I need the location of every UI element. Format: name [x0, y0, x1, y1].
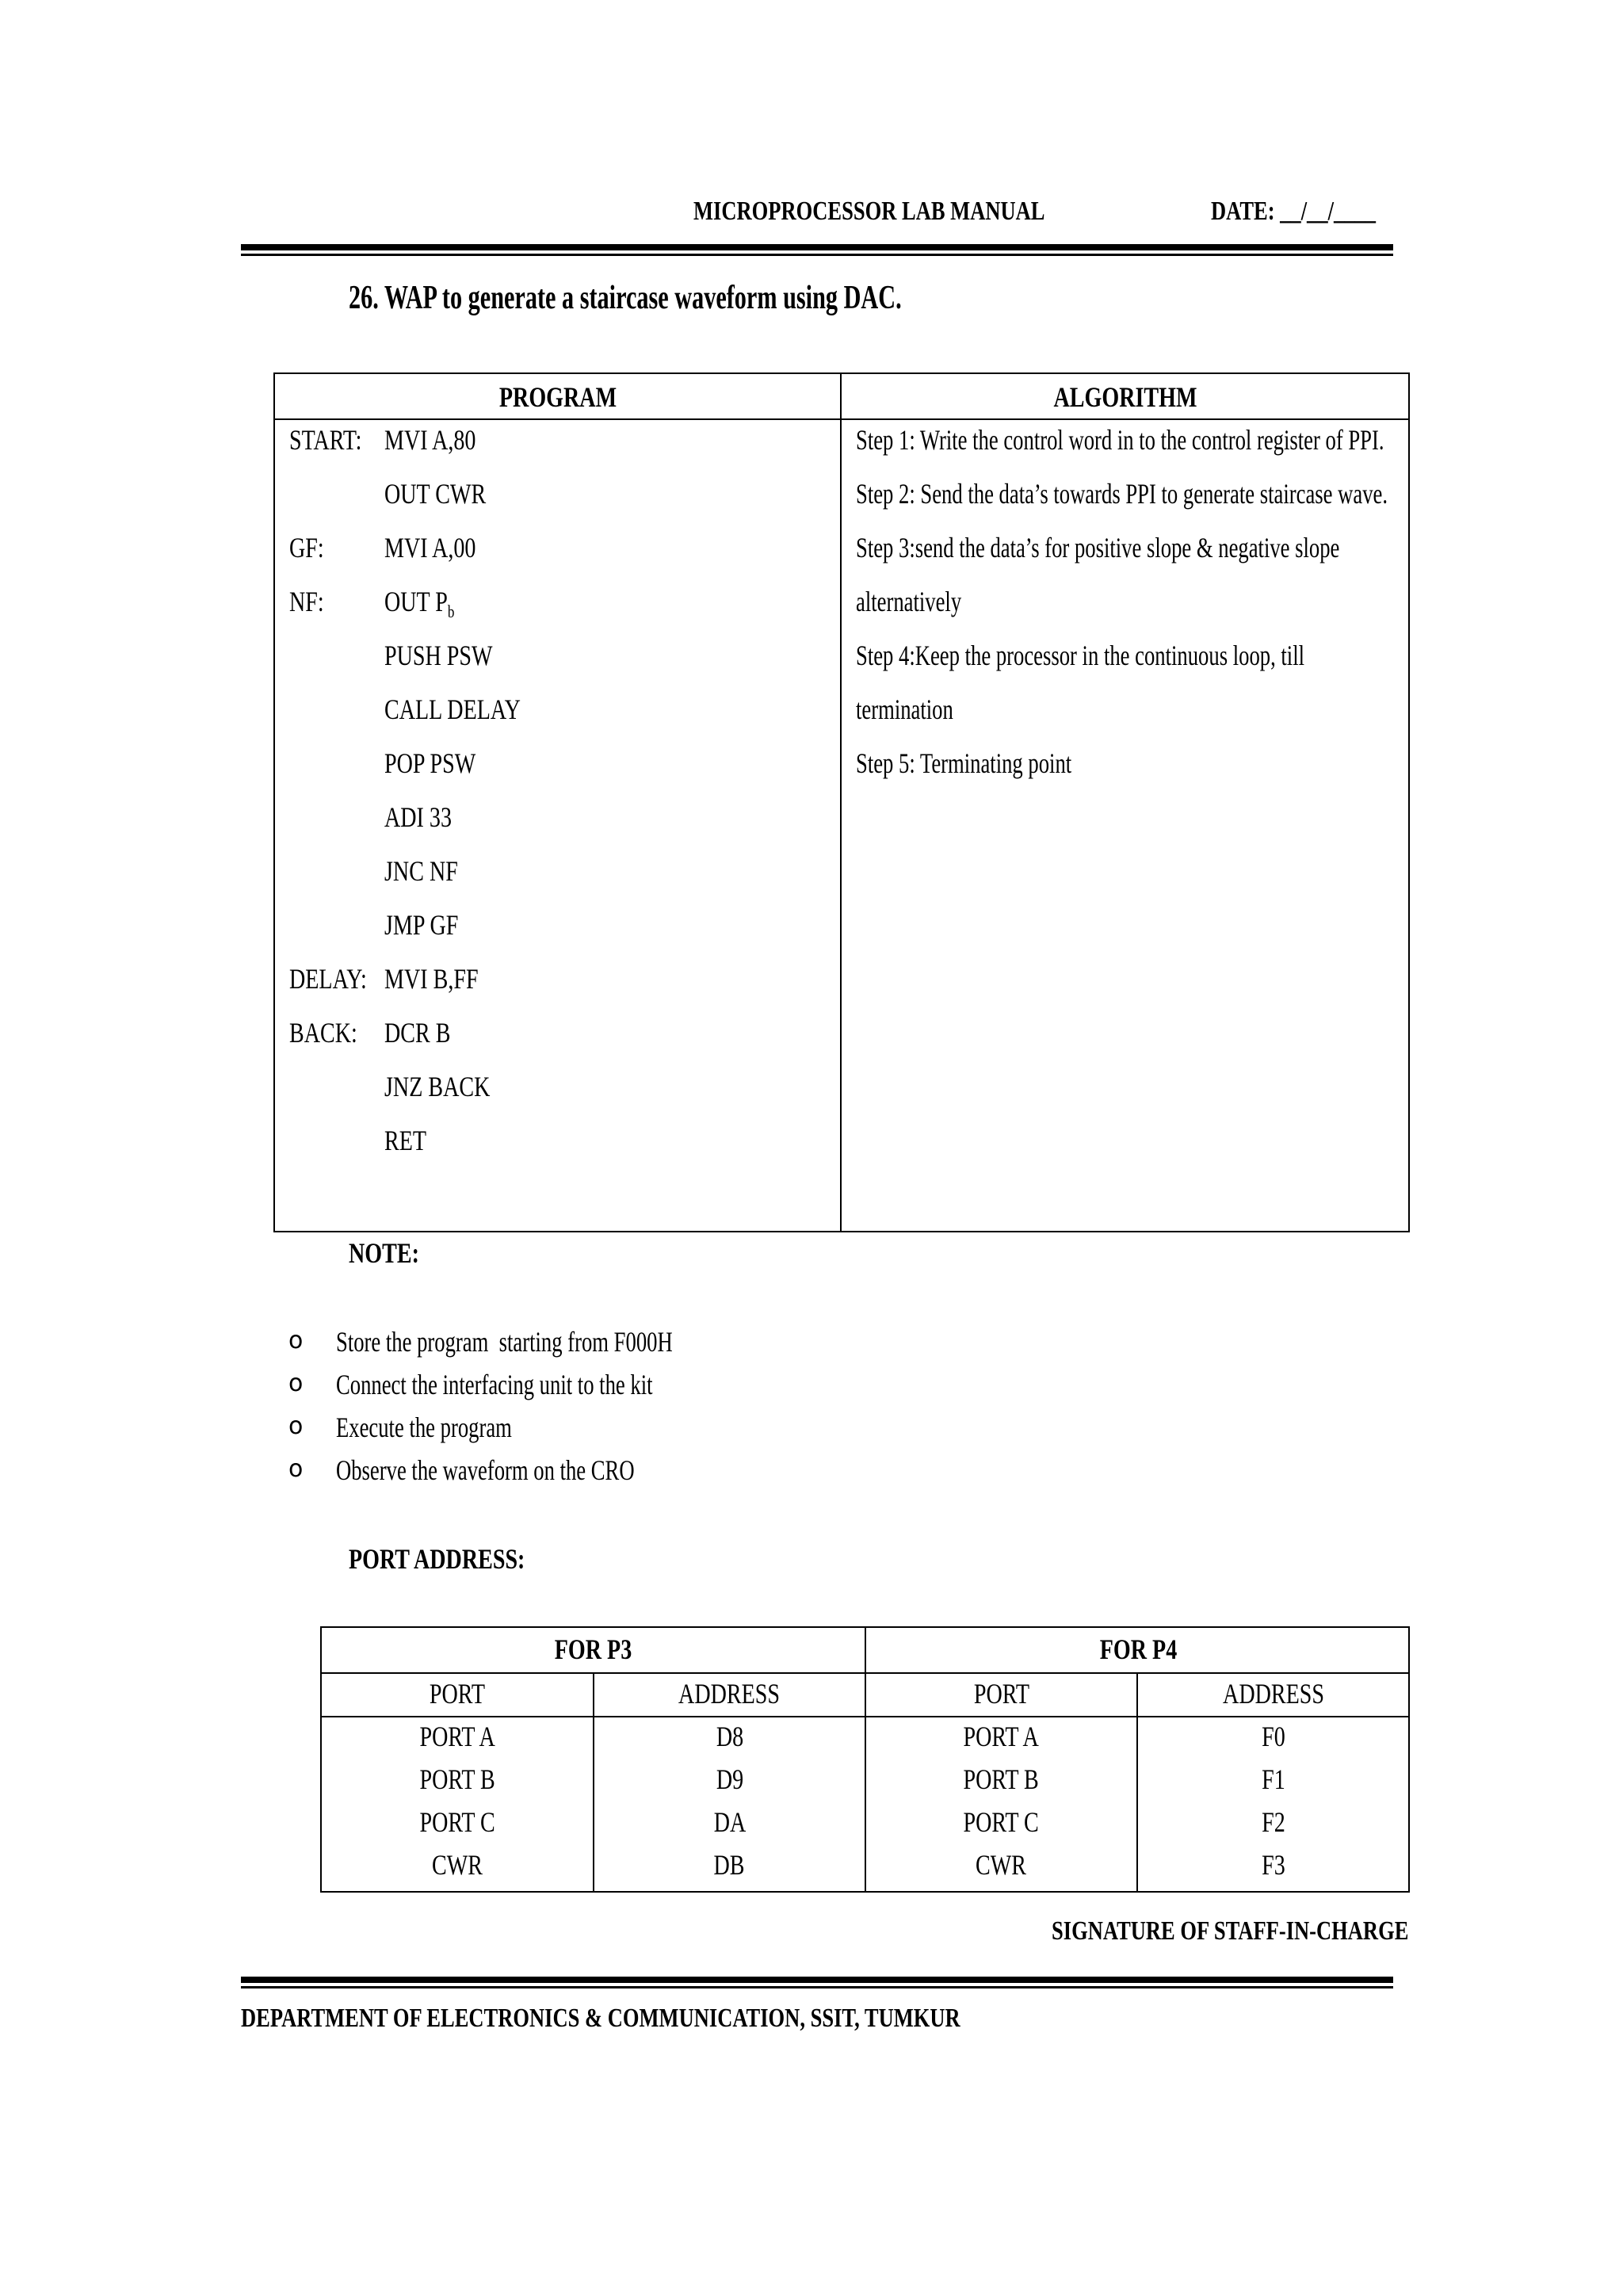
port-address-cell: F1	[1262, 1763, 1286, 1795]
algorithm-line: alternatively	[856, 586, 962, 617]
program-instruction: DCR B	[384, 1017, 451, 1049]
program-instruction: JNZ BACK	[384, 1071, 491, 1102]
program-line	[275, 908, 830, 956]
bullet-icon: o	[288, 1455, 304, 1483]
group-header-p4: FOR P4	[1099, 1633, 1177, 1665]
footer-rule-thick	[241, 1977, 1393, 1983]
column-header-address: ADDRESS	[1223, 1678, 1325, 1710]
note-heading: NOTE:	[349, 1237, 419, 1269]
program-line	[275, 693, 830, 740]
program-instruction: OUT $P_b$	[384, 586, 455, 622]
program-line	[275, 1070, 830, 1117]
experiment-title: 26. WAP to generate a staircase waveform using DAC.	[349, 280, 902, 316]
program-instruction: PUSH PSW	[384, 640, 493, 671]
port-name-cell: PORT A	[963, 1721, 1040, 1752]
program-instruction: MVI A,00	[384, 532, 476, 563]
header-date: DATE: __/__/____	[1211, 197, 1376, 226]
algorithm-line: termination	[856, 693, 953, 725]
header-rule-thin	[241, 254, 1393, 256]
algorithm-line: Step 5: Terminating point	[856, 747, 1072, 779]
algorithm-line: Step 1: Write the control word in to the control register of PPI.	[856, 424, 1384, 456]
port-name-cell: PORT A	[419, 1721, 495, 1752]
program-instruction: CALL DELAY	[384, 693, 521, 725]
program-label: DELAY:	[289, 963, 367, 995]
program-algorithm-table	[273, 372, 1410, 1232]
port-address-cell: F3	[1262, 1849, 1286, 1881]
row-divider	[322, 1716, 1408, 1717]
note-text: Execute the program	[336, 1412, 512, 1443]
program-instruction: MVI B,FF	[384, 963, 479, 995]
program-line	[275, 477, 830, 525]
program-line	[275, 1124, 830, 1171]
header-title: MICROPROCESSOR LAB MANUAL	[693, 197, 1045, 226]
port-name-cell: PORT C	[963, 1806, 1040, 1838]
note-text: Store the program starting from F000H	[336, 1326, 673, 1358]
note-text: Observe the waveform on the CRO	[336, 1454, 635, 1486]
program-label: BACK:	[289, 1017, 357, 1049]
program-line	[275, 854, 830, 902]
program-instruction: RET	[384, 1125, 427, 1156]
header-rule-thick	[241, 244, 1393, 250]
program-line	[275, 423, 830, 471]
program-label: START:	[289, 424, 362, 456]
program-line	[275, 747, 830, 794]
program-instruction: OUT CWR	[384, 478, 487, 510]
port-address-cell: DA	[713, 1806, 746, 1838]
port-address-table	[320, 1626, 1410, 1893]
algorithm-line: Step 3:send the data’s for positive slope & negative slope	[856, 532, 1340, 563]
program-column-header: PROGRAM	[498, 381, 617, 413]
port-name-cell: PORT B	[963, 1763, 1040, 1795]
program-instruction: MVI A,80	[384, 424, 476, 456]
note-text: Connect the interfacing unit to the kit	[336, 1369, 653, 1400]
program-instruction: JMP GF	[384, 909, 459, 941]
algorithm-line: Step 2: Send the data’s towards PPI to generate staircase wave.	[856, 478, 1388, 510]
row-divider	[322, 1672, 1408, 1674]
column-header-port: PORT	[973, 1678, 1029, 1710]
bullet-icon: o	[288, 1370, 304, 1397]
program-line	[275, 962, 830, 1010]
program-instruction: POP PSW	[384, 747, 476, 779]
port-name-cell: CWR	[976, 1849, 1027, 1881]
program-line	[275, 531, 830, 579]
program-line	[275, 800, 830, 848]
bullet-icon: o	[288, 1327, 304, 1354]
group-header-p3: FOR P3	[554, 1633, 632, 1665]
program-line	[275, 639, 830, 686]
signature-label: SIGNATURE OF STAFF-IN-CHARGE	[1052, 1916, 1409, 1946]
footer-rule-thin	[241, 1986, 1393, 1988]
algorithm-line: Step 4:Keep the processor in the continuous loop, till	[856, 640, 1305, 671]
port-address-cell: DB	[713, 1849, 745, 1881]
port-address-cell: F2	[1262, 1806, 1286, 1838]
port-address-cell: D8	[716, 1721, 743, 1752]
port-name-cell: PORT B	[419, 1763, 495, 1795]
port-address-cell: F0	[1262, 1721, 1286, 1752]
bullet-icon: o	[288, 1412, 304, 1440]
program-line	[275, 585, 830, 632]
program-instruction: JNC NF	[384, 855, 458, 887]
port-address-heading: PORT ADDRESS:	[349, 1543, 525, 1575]
port-name-cell: PORT C	[419, 1806, 495, 1838]
table-column-divider	[840, 374, 842, 1231]
port-address-cell: D9	[716, 1763, 743, 1795]
port-subscript: b	[447, 602, 455, 622]
column-header-port: PORT	[429, 1678, 486, 1710]
column-header-address: ADDRESS	[678, 1678, 781, 1710]
program-label: NF:	[289, 586, 324, 617]
table-header-divider	[275, 418, 1408, 420]
footer-department: DEPARTMENT OF ELECTRONICS & COMMUNICATION, SSIT, TUMKUR	[241, 2004, 960, 2033]
program-label: GF:	[289, 532, 324, 563]
port-name-cell: CWR	[432, 1849, 483, 1881]
program-instruction: ADI 33	[384, 801, 453, 833]
algorithm-column-header: ALGORITHM	[1054, 381, 1197, 413]
program-line	[275, 1016, 830, 1064]
